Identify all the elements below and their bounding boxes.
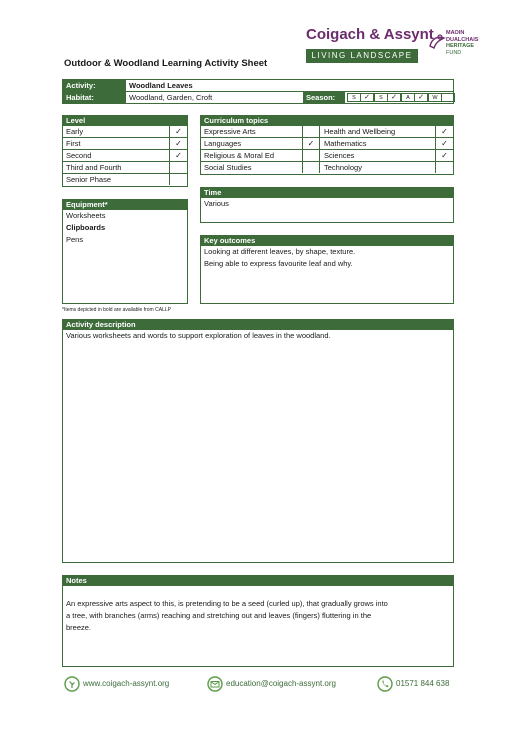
outcome-line: Being able to express favourite leaf and why.	[204, 259, 353, 268]
level-tick: ✓	[169, 126, 187, 137]
footer-website[interactable]: www.coigach-assynt.org	[83, 679, 170, 688]
page-title: Outdoor & Woodland Learning Activity Sheet	[64, 58, 268, 69]
notes-line: An expressive arts aspect to this, is pretending to be a seed (curled up), that gradually grows into	[66, 599, 388, 608]
curriculum-tick	[302, 126, 320, 137]
season-tick: ✓	[414, 93, 428, 102]
level-item: Third and Fourth	[66, 163, 122, 172]
curriculum-item: Health and Wellbeing	[324, 127, 396, 136]
level-item: Early	[66, 127, 84, 136]
curriculum-tick: ✓	[435, 150, 453, 161]
curriculum-heading: Curriculum topics	[201, 116, 453, 126]
footer-email[interactable]: education@coigach-assynt.org	[226, 679, 336, 688]
brand-logo	[306, 26, 434, 68]
equipment-box	[62, 199, 188, 304]
curriculum-tick: ✓	[302, 138, 320, 149]
level-tick: ✓	[169, 150, 187, 161]
curriculum-item: Sciences	[324, 151, 355, 160]
description-text: Various worksheets and words to support exploration of leaves in the woodland.	[66, 331, 331, 340]
fund-line-2: DUALCHAIS	[446, 36, 479, 43]
description-heading: Activity description	[63, 320, 453, 330]
curriculum-item: Mathematics	[324, 139, 367, 148]
level-tick	[169, 174, 187, 185]
curriculum-item: Social Studies	[204, 163, 252, 172]
season-tick: ✓	[387, 93, 401, 102]
time-box	[200, 187, 454, 223]
outcomes-box	[200, 235, 454, 304]
season-letter: S	[347, 93, 361, 102]
notes-line: breeze.	[66, 623, 92, 632]
notes-heading: Notes	[63, 576, 453, 586]
fund-line-1: MAOIN	[446, 30, 465, 36]
time-heading: Time	[201, 188, 453, 198]
curriculum-item: Technology	[324, 163, 362, 172]
brand-tagline: LIVING LANDSCAPE	[306, 49, 418, 63]
brand-name: Coigach & Assynt	[306, 26, 434, 43]
email-icon	[207, 676, 223, 692]
activity-table	[62, 79, 454, 104]
heritage-fund-logo	[428, 30, 488, 66]
tree-icon	[64, 676, 80, 692]
fund-line-4: FUND	[446, 49, 462, 56]
level-item: Second	[66, 151, 92, 160]
curriculum-tick	[435, 162, 453, 173]
curriculum-item: Languages	[204, 139, 242, 148]
season-label: Season:	[303, 92, 345, 103]
outcome-line: Looking at different leaves, by shape, texture.	[204, 247, 356, 256]
outcomes-heading: Key outcomes	[201, 236, 453, 246]
level-item: Senior Phase	[66, 175, 112, 184]
curriculum-tick: ✓	[435, 126, 453, 137]
level-item: First	[66, 139, 81, 148]
equipment-item: Clipboards	[66, 223, 106, 232]
level-tick	[169, 162, 187, 173]
activity-value: Woodland Leaves	[125, 80, 453, 91]
equipment-heading: Equipment*	[63, 200, 187, 210]
season-tick	[441, 93, 455, 102]
season-tick: ✓	[360, 93, 374, 102]
notes-box	[62, 575, 454, 667]
curriculum-table	[200, 115, 454, 175]
time-value: Various	[204, 199, 229, 208]
season-letter: S	[374, 93, 388, 102]
habitat-label: Habitat:	[63, 92, 125, 103]
curriculum-item: Religious & Moral Ed	[204, 151, 275, 160]
notes-line: a tree, with branches (arms) reaching and stretching out and leaves (fingers) fluttering in the	[66, 611, 372, 620]
equipment-footnote: *Items depicted in bold are available from CALLP	[62, 307, 171, 313]
curriculum-tick	[302, 150, 320, 161]
phone-icon	[377, 676, 393, 692]
season-grid	[347, 92, 453, 103]
activity-label: Activity:	[63, 80, 125, 91]
heritage-fund-icon	[428, 32, 446, 50]
curriculum-item: Expressive Arts	[204, 127, 256, 136]
curriculum-tick: ✓	[435, 138, 453, 149]
habitat-value: Woodland, Garden, Croft	[125, 92, 365, 103]
fund-line-3: HERITAGE	[446, 43, 475, 49]
season-letter: A	[401, 93, 415, 102]
curriculum-tick	[302, 162, 320, 173]
level-table	[62, 115, 188, 187]
level-heading: Level	[63, 116, 187, 126]
footer-phone[interactable]: 01571 844 638	[396, 679, 450, 688]
equipment-item: Worksheets	[66, 211, 106, 220]
level-tick: ✓	[169, 138, 187, 149]
season-letter: W	[428, 93, 442, 102]
description-box	[62, 319, 454, 563]
equipment-item: Pens	[66, 235, 84, 244]
